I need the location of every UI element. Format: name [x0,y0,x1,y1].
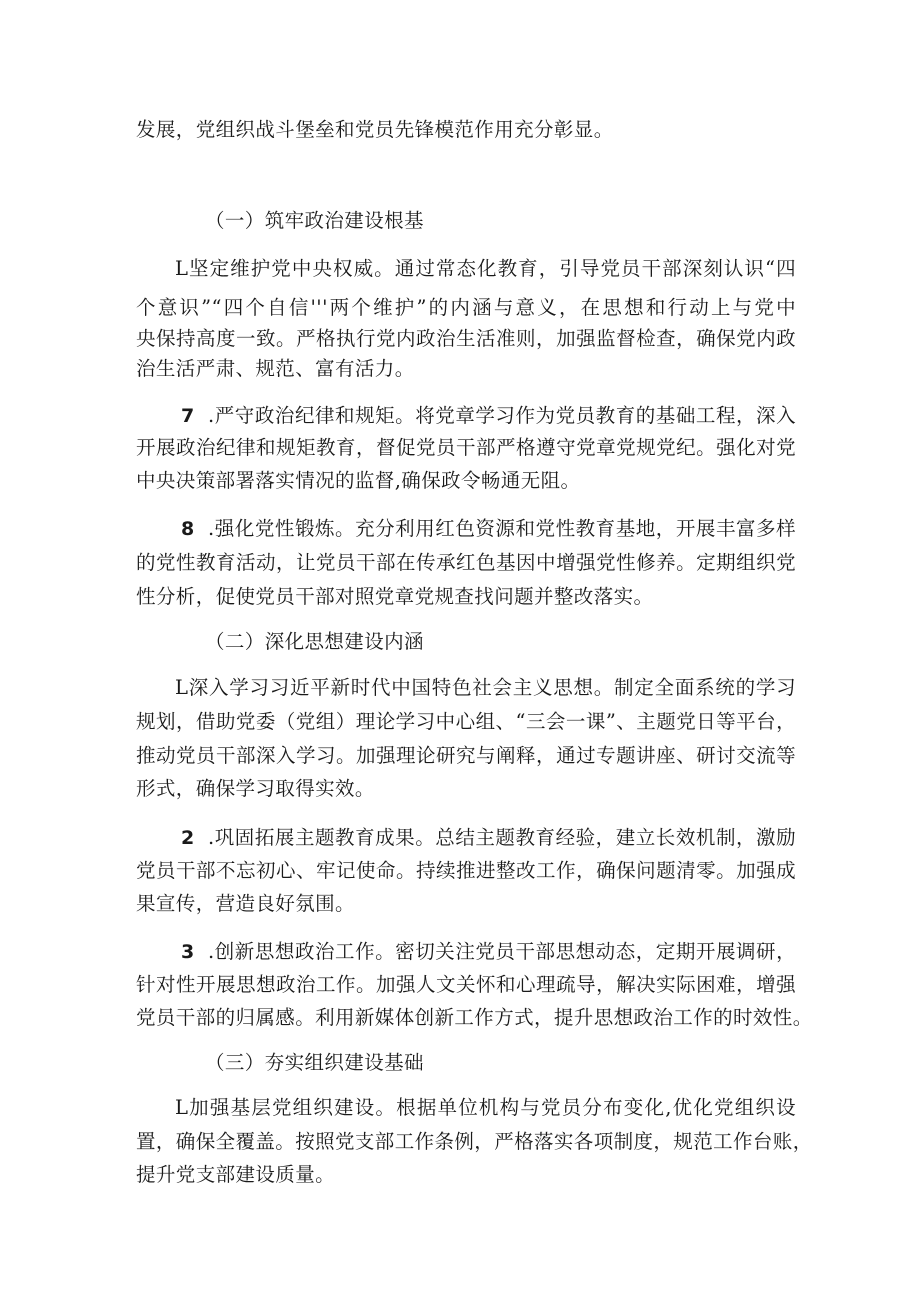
paragraph-line: .强化党性锻炼。充分利用红色资源和党性教育基地，开展丰富多样 [208,517,796,540]
paragraph-line: 规划，借助党委（党组）理论学习中心组、“三会一课”、主题党日等平台， [136,710,796,733]
paragraph-line: 提升党支部建设质量。 [136,1163,336,1186]
paragraph-line: 中央决策部署落实情况的监督,确保政令畅通无阻。 [136,469,581,492]
paragraph-line: 发展，党组织战斗堡垒和党员先锋模范作用充分彰显。 [136,118,614,141]
paragraph-line: L加强基层党组织建设。根据单位机构与党员分布变化,优化党组织设 [175,1096,796,1119]
paragraph-line: 党员干部的归属感。利用新媒体创新工作方式，提升思想政治工作的时效性。 [136,1006,813,1029]
paragraph-line: 针对性开展思想政治工作。加强人文关怀和心理疏导，解决实际困难，增强 [136,973,796,996]
paragraph-line: L坚定维护党中央权威。通过常态化教育，引导党员干部深刻认识“四 [175,257,796,280]
paragraph-line: 性分析，促使党员干部对照党章党规查找问题并整改落实。 [136,585,654,608]
paragraph-line: .严守政治纪律和规矩。将党章学习作为党员教育的基础工程，深入 [208,404,796,427]
paragraph-line: 开展政治纪律和规矩教育，督促党员干部严格遵守党章党规党纪。强化对党 [136,436,796,459]
paragraph-line: 的党性教育活动，让党员干部在传承红色基因中增强党性修养。定期组织党 [136,551,796,574]
paragraph-line: 个意识”“四个自信'''两个维护”的内涵与意义，在思想和行动上与党中 [136,296,796,319]
paragraph-line: .创新思想政治工作。密切关注党员干部思想动态，定期开展调研， [208,940,796,963]
item-number: 2 [181,827,195,849]
section-heading: （一）筑牢政治建设根基 [205,209,424,232]
paragraph-line: 形式，确保学习取得实效。 [136,777,375,800]
paragraph-line: 党员干部不忘初心、牢记使命。持续推进整改工作，确保问题清零。加强成 [136,859,796,882]
paragraph-line: 治生活严肃、规范、富有活力。 [136,357,415,380]
paragraph-number [181,402,195,430]
item-number: 7 [181,405,195,427]
paragraph-line: .巩固拓展主题教育成果。总结主题教育经验，建立长效机制，激励 [208,826,796,849]
paragraph-number [181,515,195,543]
paragraph-line: 央保持高度一致。严格执行党内政治生活准则，加强监督检查，确保党内政 [136,327,796,350]
section-heading: （二）深化思想建设内涵 [205,630,424,653]
paragraph-line: L深入学习习近平新时代中国特色社会主义思想。制定全面系统的学习 [175,676,796,699]
section-heading: （三）夯实组织建设基础 [205,1051,424,1074]
paragraph-number [181,938,195,966]
item-number: 8 [181,518,195,540]
paragraph-number [181,824,195,852]
paragraph-line: 置，确保全覆盖。按照党支部工作条例，严格落实各项制度，规范工作台账， [136,1130,813,1153]
paragraph-line: 果宣传，营造良好氛围。 [136,892,355,915]
paragraph-line: 推动党员干部深入学习。加强理论研究与阐释，通过专题讲座、研讨交流等 [136,744,796,767]
item-number: 3 [181,941,195,963]
